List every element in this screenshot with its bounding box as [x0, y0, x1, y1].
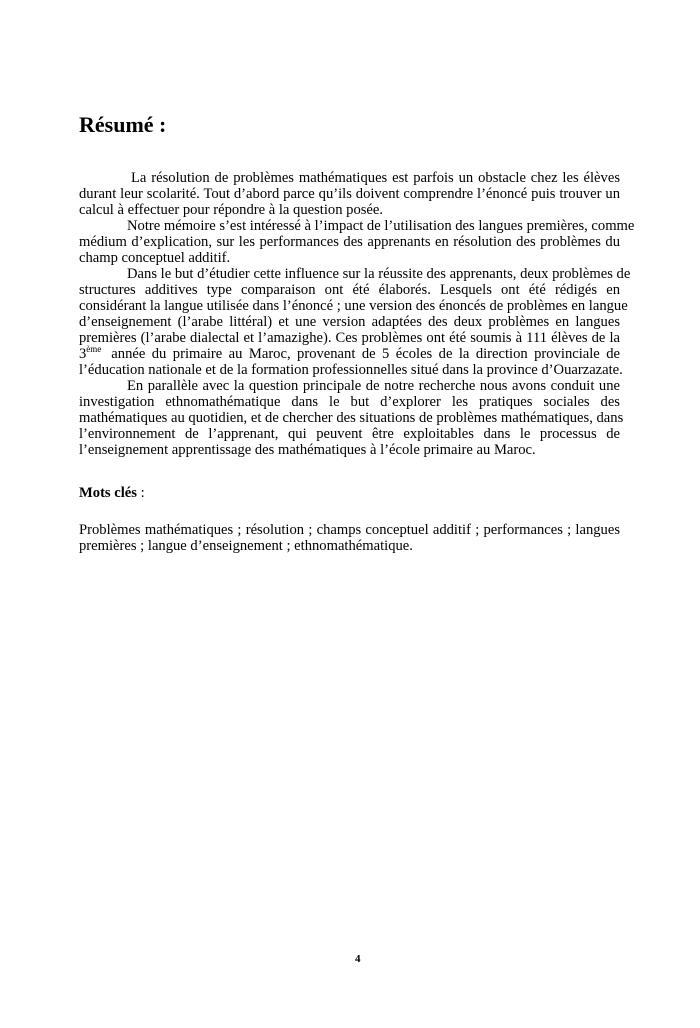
text-line: l’environnement de l’apprenant, qui peuvent être exploitables dans le processus de [79, 426, 620, 442]
text-line: Problèmes mathématiques ; résolution ; champs conceptuel additif ; performances ; langues [79, 522, 620, 538]
keywords-label: Mots clés [79, 485, 137, 501]
text-line: durant leur scolarité. Tout d’abord parce qu’ils doivent comprendre l’énoncé puis trouver un [79, 186, 620, 202]
text-line [79, 346, 620, 362]
keywords-heading [79, 485, 145, 502]
text-line: calcul à effectuer pour répondre à la question posée. [79, 202, 384, 218]
text-line: considérant la langue utilisée dans l’énoncé ; une version des énoncés de problèmes en langue [79, 298, 628, 314]
page-title: Résumé : [79, 112, 167, 137]
keywords-separator: : [136, 485, 145, 501]
text-line: d’enseignement (l’arabe littéral) et une version adaptées des deux problèmes en langues [79, 314, 620, 330]
abstract-body [79, 170, 635, 458]
text-line: champ conceptuel additif. [79, 250, 231, 266]
page-number: 4 [355, 953, 361, 965]
ordinal-superscript: ème [86, 344, 102, 354]
grade-number: 3ème [79, 344, 102, 362]
text-line: médium d’explication, sur les performances des apprenants en résolution des problèmes du [79, 234, 620, 250]
text-line: Notre mémoire s’est intéressé à l’impact de l’utilisation des langues premières, comme [127, 218, 635, 234]
text-line: premières ; langue d’enseignement ; ethnomathématique. [79, 538, 413, 554]
paragraph-4 [79, 378, 624, 458]
text-line: structures additives type comparaison ont été élaborés. Lesquels ont été rédigés en [79, 282, 620, 298]
text-line: En parallèle avec la question principale de notre recherche nous avons conduit une [127, 378, 620, 394]
text-line: premières (l’arabe dialectal et l’amazighe). Ces problèmes ont été soumis à 111 élèves de la [79, 330, 620, 346]
text-line: investigation ethnomathématique dans le but d’explorer les pratiques sociales des [79, 394, 620, 410]
keywords-list [79, 522, 620, 554]
paragraph-2 [79, 218, 635, 266]
paragraph-1 [79, 170, 620, 218]
text-line: Dans le but d’étudier cette influence sur la réussite des apprenants, deux problèmes de [127, 266, 631, 282]
text-line: l’enseignement apprentissage des mathématiques à l’école primaire au Maroc. [79, 442, 536, 458]
text-line: l’éducation nationale et de la formation professionnelles situé dans la province d’Ouarzazate. [79, 362, 623, 378]
text-line: mathématiques au quotidien, et de chercher des situations de problèmes mathématiques, dans [79, 410, 624, 426]
text-line-rest: année du primaire au Maroc, provenant de 5 écoles de la direction provinciale de [111, 346, 620, 362]
text-line: La résolution de problèmes mathématiques est parfois un obstacle chez les élèves [131, 170, 620, 186]
paragraph-3 [79, 266, 631, 378]
